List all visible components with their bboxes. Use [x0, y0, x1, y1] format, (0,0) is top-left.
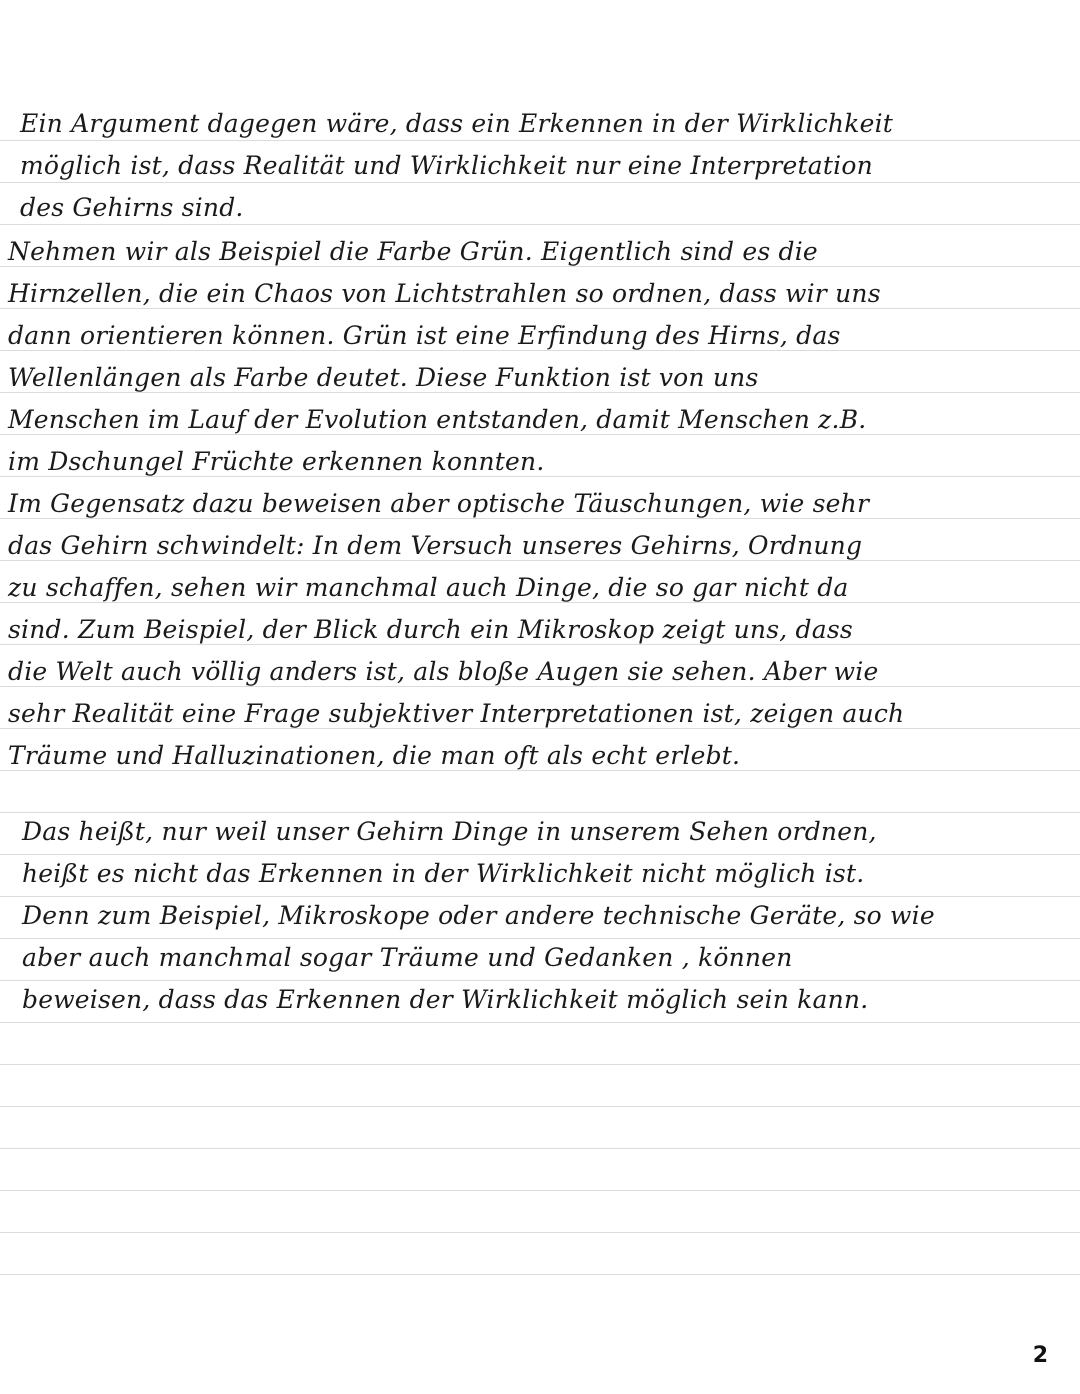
text-line: sind. Zum Beispiel, der Blick durch ein Mikroskop zeigt uns, dass — [8, 615, 853, 644]
ruled-line — [0, 1106, 1080, 1107]
text-line: die Welt auch völlig anders ist, als bloße Augen sie sehen. Aber wie — [8, 657, 879, 686]
text-line: Ein Argument dagegen wäre, dass ein Erkennen in der Wirklichkeit — [20, 109, 894, 138]
text-line: dann orientieren können. Grün ist eine Erfindung des Hirns, das — [8, 321, 841, 350]
ruled-line — [0, 1064, 1080, 1065]
text-line: sehr Realität eine Frage subjektiver Interpretationen ist, zeigen auch — [8, 699, 905, 728]
ruled-line — [0, 1148, 1080, 1149]
ruled-line — [0, 1022, 1080, 1023]
text-line: im Dschungel Früchte erkennen konnten. — [8, 447, 545, 476]
page-number: 2 — [1032, 1343, 1048, 1368]
ruled-line — [0, 224, 1080, 225]
text-line: Das heißt, nur weil unser Gehirn Dinge in unserem Sehen ordnen, — [22, 817, 877, 846]
text-line: Im Gegensatz dazu beweisen aber optische Täuschungen, wie sehr — [8, 489, 870, 518]
ruled-line — [0, 182, 1080, 183]
ruled-line — [0, 1190, 1080, 1191]
text-line: heißt es nicht das Erkennen in der Wirklichkeit nicht möglich ist. — [22, 859, 865, 888]
text-line: das Gehirn schwindelt: In dem Versuch unseres Gehirns, Ordnung — [8, 531, 863, 560]
text-line: Denn zum Beispiel, Mikroskope oder andere technische Geräte, so wie — [22, 901, 935, 930]
text-line: Hirnzellen, die ein Chaos von Lichtstrahlen so ordnen, dass wir uns — [8, 279, 881, 308]
ruled-line — [0, 854, 1080, 855]
text-line: Menschen im Lauf der Evolution entstanden, damit Menschen z.B. — [8, 405, 867, 434]
text-line: des Gehirns sind. — [20, 193, 244, 222]
ruled-line — [0, 938, 1080, 939]
ruled-line — [0, 1274, 1080, 1275]
text-line: aber auch manchmal sogar Träume und Gedanken , können — [22, 943, 793, 972]
ruled-line — [0, 896, 1080, 897]
text-line: Wellenlängen als Farbe deutet. Diese Funktion ist von uns — [8, 363, 759, 392]
ruled-line — [0, 980, 1080, 981]
text-line: möglich ist, dass Realität und Wirklichkeit nur eine Interpretation — [20, 151, 873, 180]
text-line: Nehmen wir als Beispiel die Farbe Grün. Eigentlich sind es die — [8, 237, 818, 266]
text-line: Träume und Halluzinationen, die man oft als echt erlebt. — [8, 741, 741, 770]
ruled-line — [0, 140, 1080, 141]
ruled-line — [0, 1232, 1080, 1233]
text-line: beweisen, dass das Erkennen der Wirklichkeit möglich sein kann. — [22, 985, 869, 1014]
ruled-line — [0, 812, 1080, 813]
text-line: zu schaffen, sehen wir manchmal auch Dinge, die so gar nicht da — [8, 573, 849, 602]
